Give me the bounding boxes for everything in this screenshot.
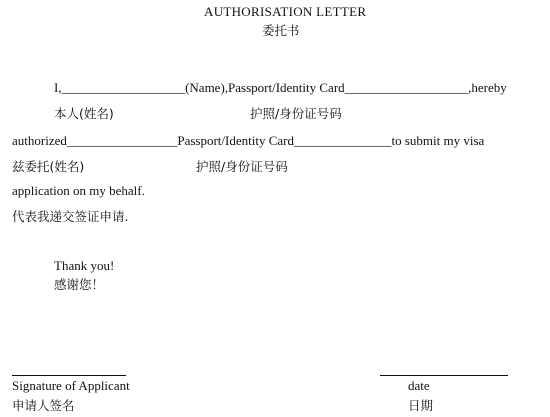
authorizer-line: I,___________________(Name),Passport/Identity Card___________________,hereby <box>54 80 507 95</box>
signature-label-zh: 申请人签名 <box>12 398 75 413</box>
signature-label-en: Signature of Applicant <box>12 378 130 393</box>
date-line <box>380 375 508 376</box>
date-label-zh: 日期 <box>408 398 434 413</box>
date-label-en: date <box>408 378 430 393</box>
title-zh: 委托书 <box>262 23 300 38</box>
signature-line <box>12 375 126 376</box>
authorized-line: authorized_________________Passport/Identity Card_______________to submit my visa <box>12 133 485 148</box>
thanks-zh: 感谢您！ <box>54 277 105 292</box>
authorizer-passport-label-zh: 护照/身份证号码 <box>250 106 342 121</box>
authorized-name-label-zh: 兹委托(姓名) <box>12 159 85 174</box>
authorizer-name-label-zh: 本人(姓名) <box>54 106 114 121</box>
authorized-passport-label-zh: 护照/身份证号码 <box>196 159 288 174</box>
application-line-zh: 代表我递交签证申请. <box>12 209 129 224</box>
thanks-en: Thank you! <box>54 258 115 273</box>
title-en: AUTHORISATION LETTER <box>204 4 367 19</box>
application-line: application on my behalf. <box>12 183 145 198</box>
